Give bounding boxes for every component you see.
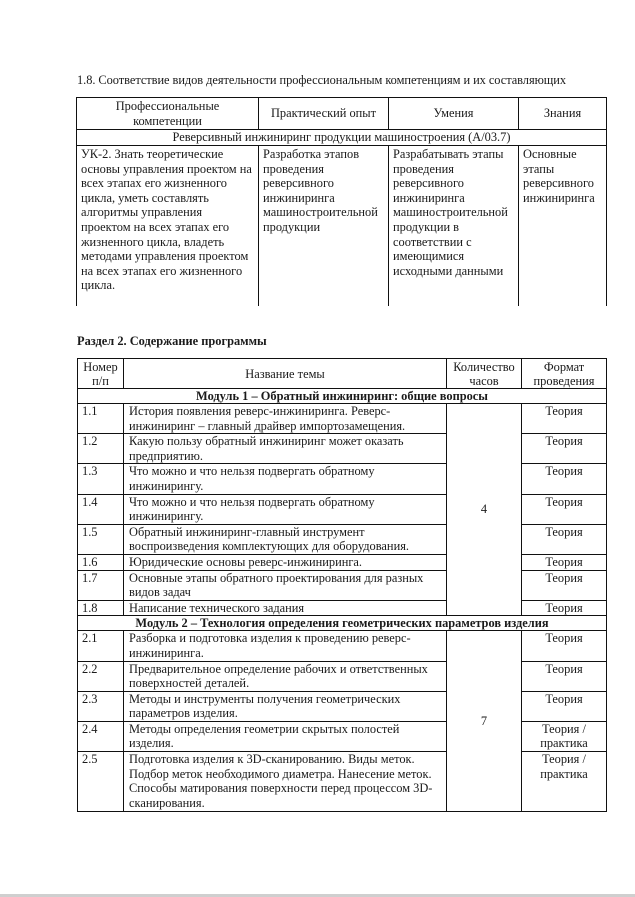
row-format: Теория / практика [522, 752, 607, 812]
row-format: Теория [522, 691, 607, 721]
module-2-title: Модуль 2 – Технология определения геометрических параметров изделия [78, 616, 607, 631]
header-competencies: Профессиональные компетенции [77, 98, 259, 130]
table-row [78, 570, 607, 600]
row-topic: Что можно и что нельзя подвергать обратному инжинирингу. [124, 464, 447, 494]
row-topic: Что можно и что нельзя подвергать обратному инжинирингу. [124, 494, 447, 524]
table-row [78, 554, 607, 570]
row-format: Теория [522, 631, 607, 661]
module-1-title: Модуль 1 – Обратный инжиниринг: общие вопросы [78, 389, 607, 404]
module-row [78, 389, 607, 404]
row-topic: Подготовка изделия к 3D-сканированию. Виды меток. Подбор меток необходимого диаметра. Нанесение меток. Способы матирования поверхности перед процессом 3D-сканирования. [124, 752, 447, 812]
table-header-row [77, 98, 607, 130]
table-row [78, 524, 607, 554]
table-row [78, 600, 607, 616]
header-hours: Количество часов [447, 359, 522, 389]
table-row [78, 434, 607, 464]
table-row [78, 464, 607, 494]
table-row [78, 752, 607, 812]
module-1-hours: 4 [447, 404, 522, 616]
row-topic: Предварительное определение рабочих и ответственных поверхностей деталей. [124, 661, 447, 691]
row-topic: Основные этапы обратного проектирования для разных видов задач [124, 570, 447, 600]
row-topic: Какую пользу обратный инжиниринг может оказать предприятию. [124, 434, 447, 464]
module-row [78, 616, 607, 631]
row-number: 1.1 [78, 404, 124, 434]
row-number: 1.6 [78, 554, 124, 570]
cell-skills: Разрабатывать этапы проведения реверсивного инжиниринга машиностроительной продукции в соответствии с имеющимися исходными данными [389, 146, 519, 307]
header-topic: Название темы [124, 359, 447, 389]
row-topic: Разборка и подготовка изделия к проведению реверс-инжиниринга. [124, 631, 447, 661]
table-row [77, 146, 607, 307]
competencies-table [76, 97, 607, 306]
row-number: 1.5 [78, 524, 124, 554]
row-format: Теория [522, 570, 607, 600]
row-number: 2.4 [78, 721, 124, 751]
table-row [78, 631, 607, 661]
table-row [78, 661, 607, 691]
row-format: Теория [522, 494, 607, 524]
row-topic: Методы и инструменты получения геометрических параметров изделия. [124, 691, 447, 721]
row-format: Теория [522, 524, 607, 554]
row-number: 2.2 [78, 661, 124, 691]
row-number: 1.8 [78, 600, 124, 616]
module-2-hours: 7 [447, 631, 522, 812]
row-format: Теория [522, 464, 607, 494]
row-topic: Обратный инжиниринг-главный инструмент воспроизведения комплектующих для оборудования. [124, 524, 447, 554]
cell-knowledge: Основные этапы реверсивного инжиниринга [519, 146, 607, 307]
row-number: 1.4 [78, 494, 124, 524]
header-knowledge: Знания [519, 98, 607, 130]
group-row [77, 130, 607, 146]
row-topic: Методы определения геометрии скрытых полостей изделия. [124, 721, 447, 751]
table-row [78, 494, 607, 524]
row-number: 1.2 [78, 434, 124, 464]
row-number: 1.3 [78, 464, 124, 494]
row-format: Теория [522, 661, 607, 691]
cell-experience: Разработка этапов проведения реверсивного инжиниринга машиностроительной продукции [259, 146, 389, 307]
header-format: Формат проведения [522, 359, 607, 389]
row-number: 1.7 [78, 570, 124, 600]
table-row [78, 691, 607, 721]
table-header-row [78, 359, 607, 389]
row-format: Теория [522, 404, 607, 434]
row-number: 2.1 [78, 631, 124, 661]
row-topic: Написание технического задания [124, 600, 447, 616]
row-format: Теория [522, 434, 607, 464]
table-row [78, 721, 607, 751]
section-2-title: Раздел 2. Содержание программы [77, 334, 267, 348]
row-format: Теория / практика [522, 721, 607, 751]
cell-competence: УК-2. Знать теоретические основы управления проектом на всех этапах его жизненного цикла, уметь составлять алгоритмы управления проектом на всех этапах его жизненного цикла, владеть методами управления проектом на всех этапах его жизненного цикла. [77, 146, 259, 307]
row-topic: История появления реверс-инжиниринга. Реверс-инжиниринг – главный драйвер импортозамещения. [124, 404, 447, 434]
row-format: Теория [522, 554, 607, 570]
header-number: Номер п/п [78, 359, 124, 389]
header-experience: Практический опыт [259, 98, 389, 130]
row-topic: Юридические основы реверс-инжиниринга. [124, 554, 447, 570]
table-row [78, 404, 607, 434]
header-skills: Умения [389, 98, 519, 130]
group-title: Реверсивный инжиниринг продукции машиностроения (А/03.7) [77, 130, 607, 146]
row-number: 2.3 [78, 691, 124, 721]
row-format: Теория [522, 600, 607, 616]
program-content-table [77, 358, 607, 812]
row-number: 2.5 [78, 752, 124, 812]
section-1-8-title: 1.8. Соответствие видов деятельности профессиональным компетенциям и их составляющих [77, 73, 567, 87]
